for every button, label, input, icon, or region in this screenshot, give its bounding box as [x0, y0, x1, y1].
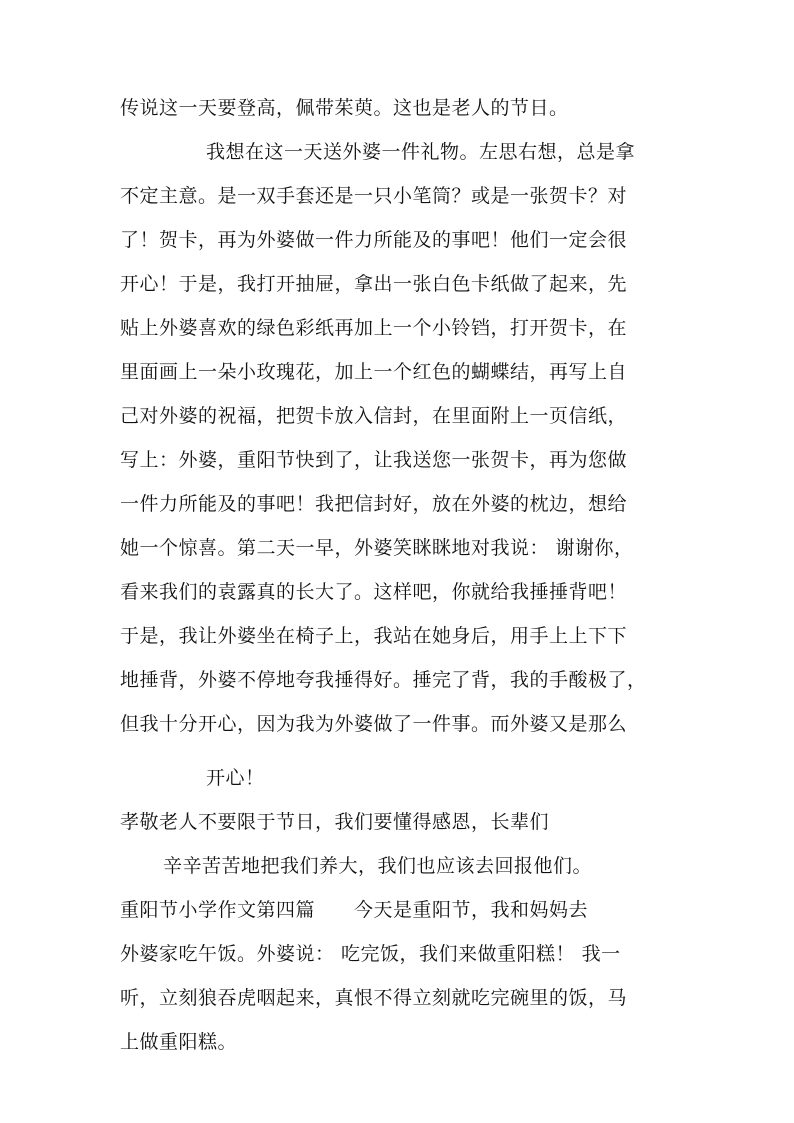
text-line: 地捶背，外婆不停地夸我捶得好。捶完了背，我的手酸极了， [120, 669, 647, 691]
text-line: 上做重阳糕。 [120, 1031, 238, 1053]
text-line: 开心！ [206, 767, 265, 789]
text-line: 一件力所能及的事吧！我把信封好，放在外婆的枕边，想给 [120, 493, 628, 515]
text-line: 开心！于是，我打开抽屉，拿出一张白色卡纸做了起来，先 [120, 273, 628, 295]
text-line: 她一个惊喜。第二天一早，外婆笑眯眯地对我说： 谢谢你， [120, 537, 634, 559]
section-heading-line: 重阳节小学作文第四篇 今天是重阳节，我和妈妈去 [120, 899, 589, 921]
text-line: 看来我们的袁露真的长大了。这样吧，你就给我捶捶背吧！ [120, 581, 628, 603]
text-line: 贴上外婆喜欢的绿色彩纸再加上一个小铃铛，打开贺卡，在 [120, 317, 628, 339]
text-line: 但我十分开心，因为我为外婆做了一件事。而外婆又是那么 [120, 713, 628, 735]
paragraph-start-line: 我想在这一天送外婆一件礼物。左思右想，总是拿 [206, 141, 636, 163]
text-line: 己对外婆的祝福，把贺卡放入信封，在里面附上一页信纸， [120, 405, 628, 427]
text-line: 了！贺卡，再为外婆做一件力所能及的事吧！他们一定会很 [120, 229, 628, 251]
text-line: 于是，我让外婆坐在椅子上，我站在她身后，用手上上下下 [120, 625, 628, 647]
text-line: 传说这一天要登高，佩带茱萸。这也是老人的节日。 [120, 97, 569, 119]
text-line: 外婆家吃午饭。外婆说： 吃完饭，我们来做重阳糕！ 我一 [120, 943, 621, 965]
text-line: 听，立刻狼吞虎咽起来，真恨不得立刻就吃完碗里的饭，马 [120, 987, 628, 1009]
text-line: 里面画上一朵小玫瑰花，加上一个红色的蝴蝶结，再写上自 [120, 361, 628, 383]
text-line: 不定主意。是一双手套还是一只小笔筒？或是一张贺卡？对 [120, 185, 628, 207]
paragraph-start-line: 孝敬老人不要限于节日，我们要懂得感恩，长辈们 [120, 811, 550, 833]
text-line: 辛辛苦苦地把我们养大，我们也应该去回报他们。 [163, 855, 593, 877]
text-line: 写上：外婆，重阳节快到了，让我送您一张贺卡，再为您做 [120, 449, 628, 471]
